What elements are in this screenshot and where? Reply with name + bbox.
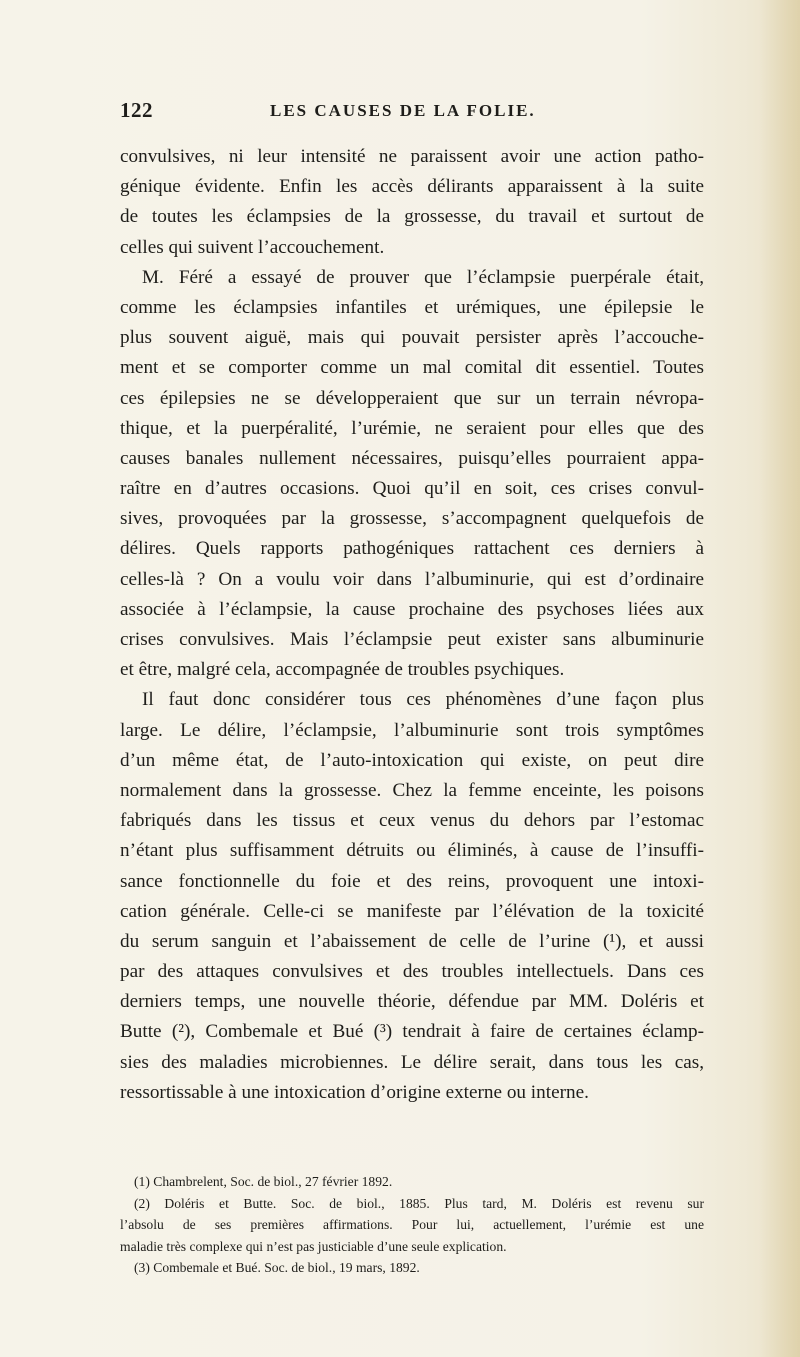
text-line: convulsives, ni leur intensité ne paraissent avoir une action patho- (120, 146, 704, 167)
text-line: associée à l’éclampsie, la cause prochaine des psychoses liées aux (120, 598, 704, 620)
text-line: sies des maladies microbiennes. Le délire serait, dans tous les cas, (120, 1051, 704, 1073)
footnotes (120, 1171, 704, 1279)
text-line: thique, et la puerpéralité, l’urémie, ne seraient pour elles que des (120, 417, 704, 439)
text-line: large. Le délire, l’éclampsie, l’albuminurie sont trois symptômes (120, 719, 704, 741)
text-line: délires. Quels rapports pathogéniques rattachent ces derniers à (120, 538, 704, 560)
text-line: fabriqués dans les tissus et ceux venus du dehors par l’estomac (120, 810, 704, 832)
body-text (120, 142, 704, 1108)
text-line: normalement dans la grossesse. Chez la femme enceinte, les poisons (120, 779, 704, 801)
text-line: génique évidente. Enfin les accès délirants apparaissent à la suite (120, 176, 704, 198)
text-line: M. Féré a essayé de prouver que l’éclampsie puerpérale était, (142, 266, 704, 288)
text-line: sance fonctionnelle du foie et des reins, provoquent une intoxi- (120, 870, 704, 892)
text-line: ment et se comporter comme un mal comital dit essentiel. Toutes (120, 357, 704, 379)
page-number: 122 (120, 98, 153, 122)
footnote: l’absolu de ses premières affirmations. Pour lui, actuellement, l’urémie est une (120, 1217, 704, 1232)
footnote: maladie très complexe qui n’est pas justiciable d’une seule explication. (120, 1238, 507, 1254)
text-line: crises convulsives. Mais l’éclampsie peut exister sans albuminurie (120, 629, 704, 650)
text-line: plus souvent aiguë, mais qui pouvait persister après l’accouche- (120, 327, 704, 349)
text-line: sives, provoquées par la grossesse, s’accompagnent quelquefois de (120, 508, 704, 530)
text-line: n’étant plus suffisamment détruits ou éliminés, à cause de l’insuffi- (120, 840, 704, 862)
footnote: (2) Doléris et Butte. Soc. de biol., 1885. Plus tard, M. Doléris est revenu sur (134, 1195, 704, 1211)
text-line: d’un même état, de l’auto-intoxication qui existe, on peut dire (120, 749, 704, 771)
running-head (120, 98, 700, 124)
text-line: de toutes les éclampsies de la grossesse, du travail et surtout de (120, 206, 704, 228)
text-line: ces épilepsies ne se développeraient que sur un terrain névropa- (120, 387, 704, 409)
text-line: raître en d’autres occasions. Quoi qu’il en soit, ces crises convul- (120, 478, 704, 500)
text-line: Butte (²), Combemale et Bué (³) tendrait à faire de certaines éclamp- (120, 1021, 704, 1043)
footnote: (1) Chambrelent, Soc. de biol., 27 février 1892. (134, 1174, 393, 1189)
text-line: causes banales nullement nécessaires, puisqu’elles pourraient appa- (120, 447, 704, 469)
text-line: celles-là ? On a voulu voir dans l’albuminurie, qui est d’ordinaire (120, 568, 704, 590)
text-line: et être, malgré cela, accompagnée de troubles psychiques. (120, 659, 565, 681)
text-line: cation générale. Celle-ci se manifeste par l’élévation de la toxicité (120, 900, 704, 922)
text-line: derniers temps, une nouvelle théorie, défendue par MM. Doléris et (120, 991, 704, 1013)
running-title: LES CAUSES DE LA FOLIE. (270, 101, 536, 120)
page-edge-shadow (760, 0, 800, 1357)
text-line: par des attaques convulsives et des troubles intellectuels. Dans ces (120, 961, 704, 983)
text-line: ressortissable à une intoxication d’origine externe ou interne. (120, 1081, 589, 1103)
footnote: (3) Combemale et Bué. Soc. de biol., 19 mars, 1892. (134, 1260, 420, 1275)
text-line: comme les éclampsies infantiles et urémiques, une épilepsie le (120, 296, 704, 318)
text-line: du serum sanguin et l’abaissement de celle de l’urine (¹), et aussi (120, 930, 704, 952)
text-line: celles qui suivent l’accouchement. (120, 236, 385, 258)
text-line: Il faut donc considérer tous ces phénomènes d’une façon plus (142, 689, 704, 711)
